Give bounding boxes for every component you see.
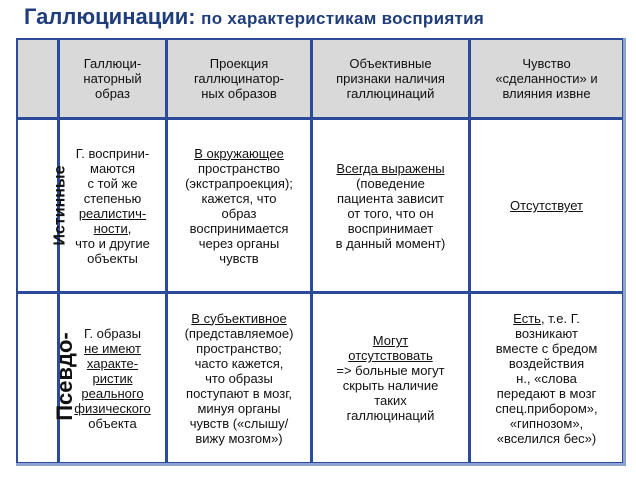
header-row xyxy=(16,38,623,118)
header-line: «сделанности» и xyxy=(495,71,598,86)
cell-line: (экстрапроекция); xyxy=(185,175,293,191)
header-line: Объективные xyxy=(349,56,432,71)
title-subtitle: по характеристикам восприятия xyxy=(201,9,485,28)
cell-line: Г. образы xyxy=(84,325,141,341)
cell-line: пространство; xyxy=(196,340,282,356)
cell-line: пациента зависит xyxy=(336,190,445,206)
table-cell xyxy=(58,118,166,292)
header-line: признаки наличия xyxy=(336,71,445,86)
cell-line: воспринимается xyxy=(189,220,289,236)
cell-line: (поведение xyxy=(356,175,425,191)
page-title xyxy=(24,4,484,30)
row-label-pseudo xyxy=(16,292,77,463)
cell-line: Есть, т.е. Г. xyxy=(513,310,580,326)
table-cell xyxy=(469,292,623,463)
table-row-pseudo xyxy=(16,292,623,463)
cell-line: минуя органы xyxy=(197,400,281,416)
cell-line: «гипнозом», xyxy=(509,415,584,431)
table-cell xyxy=(166,292,311,463)
cell-line: объекты xyxy=(87,250,138,266)
cell-line: маются xyxy=(90,160,135,176)
cell-line: что образы xyxy=(205,370,273,386)
cell-line: таких xyxy=(374,393,407,408)
cell-line: ности, xyxy=(93,220,132,236)
title-colon: : xyxy=(188,6,196,29)
cell-line: (представляемое) xyxy=(184,325,294,341)
cell-line: вижу мозгом») xyxy=(195,430,283,446)
cell-line: от того, что он xyxy=(347,205,434,221)
cell-line: физического xyxy=(74,400,151,416)
cell-line: через органы xyxy=(198,235,280,251)
header-line: ных образов xyxy=(201,86,277,101)
table-cell xyxy=(469,118,623,292)
cell-line: реального xyxy=(81,385,144,401)
header-cell-projection xyxy=(166,38,311,118)
cell-line: пространство xyxy=(197,160,281,176)
header-line: наторный xyxy=(83,71,142,86)
cell-line: реалистич- xyxy=(78,205,147,221)
corner-cell xyxy=(16,38,58,118)
cell-line: => больные могут xyxy=(336,363,445,378)
cell-line: часто кажется, xyxy=(194,355,284,371)
cell-line: степенью xyxy=(83,190,142,206)
cell-line: ристик xyxy=(92,370,133,386)
hallucinations-table xyxy=(16,38,626,466)
cell-line: скрыть наличие xyxy=(342,378,439,393)
header-cell-image xyxy=(58,38,166,118)
row-label-true-text: Истинные xyxy=(51,165,69,246)
table-cell xyxy=(311,118,469,292)
cell-line: возникают xyxy=(515,325,578,341)
cell-line: Отсутствует xyxy=(510,198,583,213)
header-line: Галлюци- xyxy=(83,56,142,71)
cell-line: воздействия xyxy=(508,355,585,371)
cell-line: В окружающее xyxy=(194,145,284,161)
row-label-pseudo-text: Псевдо- xyxy=(51,332,77,421)
cell-line: передают в мозг xyxy=(496,385,597,401)
cell-line: «вселился бес») xyxy=(496,430,597,446)
cell-line: отсутствовать xyxy=(348,348,433,363)
cell-line: чувств («слышу/ xyxy=(189,415,289,431)
cell-line: Г. восприни- xyxy=(75,145,150,161)
header-line: Чувство xyxy=(522,56,571,71)
cell-line: В субъективное xyxy=(191,310,287,326)
cell-line: не имеют xyxy=(84,340,141,356)
table-cell xyxy=(166,118,311,292)
header-line: галлюцинаций xyxy=(346,86,435,101)
cell-line: с той же xyxy=(87,175,138,191)
header-line: влияния извне xyxy=(502,86,591,101)
header-line: галлюцинатор- xyxy=(193,71,285,86)
cell-line: галлюцинаций xyxy=(346,408,435,423)
cell-line: что и другие xyxy=(75,235,150,251)
row-label-true xyxy=(16,118,69,292)
cell-line: в данный момент) xyxy=(335,235,446,251)
cell-line: кажется, что xyxy=(201,190,277,206)
cell-line: чувств xyxy=(219,250,259,266)
cell-line: образ xyxy=(221,205,257,221)
cell-line: Всегда выражены xyxy=(336,160,445,176)
cell-line: спец.прибором», xyxy=(495,400,598,416)
header-cell-made-feeling xyxy=(469,38,623,118)
cell-line: вместе с бредом xyxy=(495,340,598,356)
header-cell-objective-signs xyxy=(311,38,469,118)
cell-line: н., «слова xyxy=(516,370,577,386)
cell-line: поступают в мозг, xyxy=(186,385,292,401)
title-main: Галлюцинации xyxy=(24,4,189,29)
cell-line: объекта xyxy=(88,415,137,431)
cell-line: характе- xyxy=(86,355,139,371)
table-row-true xyxy=(16,118,623,292)
cell-line: Могут xyxy=(372,333,409,348)
header-line: образ xyxy=(95,86,130,101)
cell-line: воспринимает xyxy=(347,220,434,236)
table-cell xyxy=(311,292,469,463)
header-line: Проекция xyxy=(209,56,269,71)
